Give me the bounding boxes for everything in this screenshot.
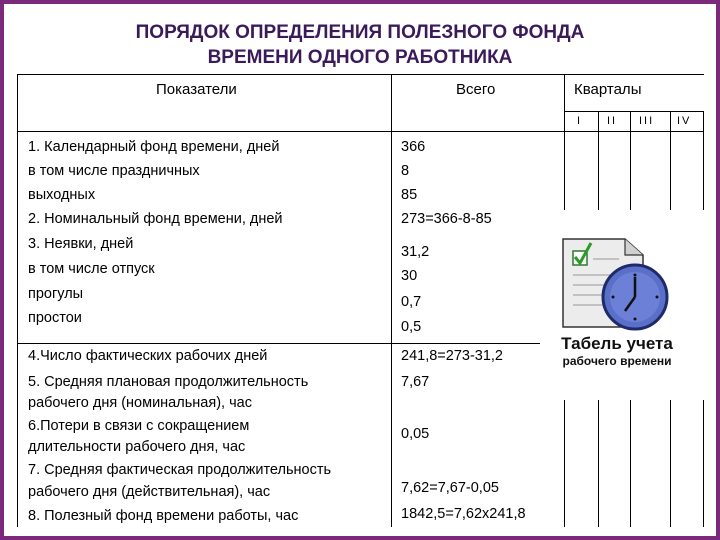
slide-title-line2: ВРЕМЕНИ ОДНОГО РАБОТНИКА <box>207 47 513 68</box>
row-value: 7,62=7,67-0,05 <box>401 480 499 496</box>
clipart-caption-line2: рабочего времени <box>562 354 672 368</box>
row-label: в том числе отпуск <box>28 261 155 277</box>
row-value: 85 <box>401 187 418 203</box>
row-value: 241,8=273-31,2 <box>401 348 503 364</box>
row-value: 31,2 <box>401 244 430 260</box>
header-quarters: Кварталы <box>574 81 642 98</box>
row-label: 3. Неявки, дней <box>28 236 134 252</box>
row-value: 273=366-8-85 <box>401 211 492 227</box>
header-total: Всего <box>456 81 496 98</box>
row-value: 7,67 <box>401 374 430 390</box>
row-label: рабочего дня (номинальная), час <box>28 395 252 411</box>
row-value: 8 <box>401 163 410 179</box>
row-divider-header <box>18 131 704 132</box>
row-label: выходных <box>28 187 96 203</box>
row-value: 0,7 <box>401 294 422 310</box>
row-label: 4.Число фактических рабочих дней <box>28 348 268 364</box>
row-label: в том числе праздничных <box>28 163 200 179</box>
clipart-caption-line1: Табель учета <box>561 334 673 353</box>
row-divider-quarters <box>564 111 704 112</box>
row-label: рабочего дня (действительная), час <box>28 484 271 500</box>
quarter-2: II <box>607 115 618 127</box>
quarter-3: III <box>639 115 655 127</box>
slide-title-line1: ПОРЯДОК ОПРЕДЕЛЕНИЯ ПОЛЕЗНОГО ФОНДА <box>135 22 585 43</box>
row-label: 1. Календарный фонд времени, дней <box>28 139 280 155</box>
row-value: 0,5 <box>401 319 422 335</box>
row-label: 6.Потери в связи с сокращением <box>28 418 250 434</box>
row-value: 1842,5=7,62x241,8 <box>401 506 526 522</box>
row-label: 8. Полезный фонд времени работы, час <box>28 508 299 524</box>
header-indicators: Показатели <box>156 81 237 98</box>
timesheet-clock-icon <box>555 235 685 375</box>
row-value: 366 <box>401 139 426 155</box>
quarter-4: IV <box>677 115 692 127</box>
row-value: 30 <box>401 268 418 284</box>
row-label: 7. Средняя фактическая продолжительность <box>28 462 332 478</box>
row-label: 5. Средняя плановая продолжительность <box>28 374 309 390</box>
row-label: длительности рабочего дня, час <box>28 439 246 455</box>
row-label: 2. Номинальный фонд времени, дней <box>28 211 283 227</box>
col-divider-total <box>391 75 392 527</box>
quarter-1: I <box>577 115 583 127</box>
row-label: прогулы <box>28 286 84 302</box>
row-value: 0,05 <box>401 426 430 442</box>
row-label: простои <box>28 310 82 326</box>
